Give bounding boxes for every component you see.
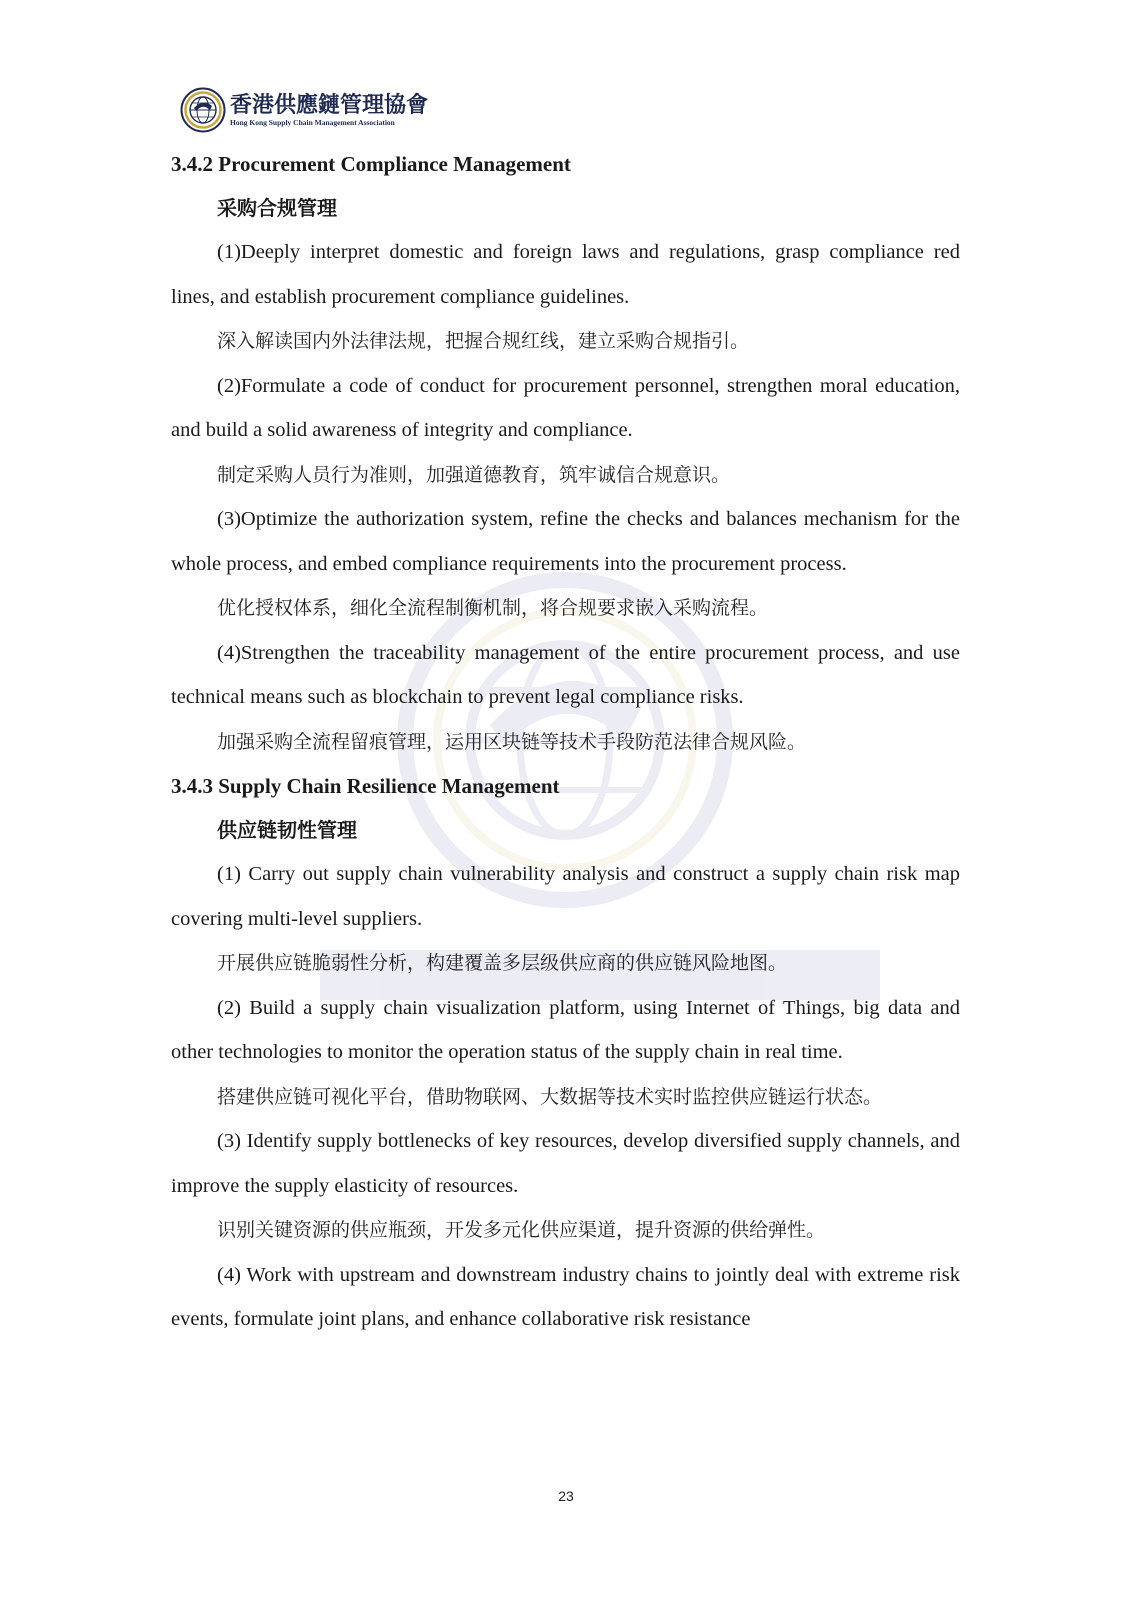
paragraph-en: (1)Deeply interpret domestic and foreign laws and regulations, grasp compliance red lines, and establish procurement compliance guidelines.: [171, 241, 960, 308]
paragraph-cn: 制定采购人员行为准则，加强道德教育，筑牢诚信合规意识。: [217, 463, 731, 486]
page-number: 23: [558, 1488, 574, 1504]
section-subheading-cn: 供应链韧性管理: [217, 818, 357, 842]
document-body: [171, 142, 960, 1342]
paragraph-cn: 加强采购全流程留痕管理，运用区块链等技术手段防范法律合规风险。: [217, 730, 807, 753]
paragraph-cn: 搭建供应链可视化平台，借助物联网、大数据等技术实时监控供应链运行状态。: [217, 1085, 883, 1108]
association-logo-icon: [180, 87, 226, 133]
paragraph-cn: 深入解读国内外法律法规，把握合规红线，建立采购合规指引。: [217, 330, 750, 352]
paragraph-cn: 开展供应链脆弱性分析，构建覆盖多层级供应商的供应链风险地图。: [217, 952, 788, 974]
logo-english-name: Hong Kong Supply Chain Management Association: [230, 117, 395, 127]
paragraph-en: (4)Strengthen the traceability management of the entire procurement process, and use technical means such as blockchain to prevent legal compliance risks.: [171, 641, 960, 708]
paragraph-en: (2)Formulate a code of conduct for procurement personnel, strengthen moral education, and build a solid awareness of integrity and compliance.: [171, 374, 960, 441]
section-heading: 3.4.2 Procurement Compliance Management: [171, 152, 571, 176]
logo-chinese-name: 香港供應鏈管理協會: [230, 92, 429, 118]
paragraph-en: (3)Optimize the authorization system, refine the checks and balances mechanism for the whole process, and embed compliance requirements into the procurement process.: [171, 508, 960, 575]
section-supply-chain-resilience: [171, 764, 960, 1342]
section-subheading-cn: 采购合规管理: [217, 196, 337, 220]
paragraph-en: (3) Identify supply bottlenecks of key resources, develop diversified supply channels, and improve the supply elasticity of resources.: [171, 1130, 960, 1197]
paragraph-cn: 识别关键资源的供应瓶颈，开发多元化供应渠道，提升资源的供给弹性。: [217, 1219, 826, 1241]
section-procurement-compliance: [171, 142, 960, 764]
paragraph-en: (1) Carry out supply chain vulnerability analysis and construct a supply chain risk map covering multi-level suppliers.: [171, 863, 960, 930]
section-heading: 3.4.3 Supply Chain Resilience Management: [171, 774, 560, 798]
page-header: [180, 86, 428, 134]
paragraph-en: (4) Work with upstream and downstream industry chains to jointly deal with extreme risk events, formulate joint plans, and enhance collaborative risk resistance: [171, 1263, 960, 1330]
paragraph-en: (2) Build a supply chain visualization platform, using Internet of Things, big data and other technologies to monitor the operation status of the supply chain in real time.: [171, 996, 960, 1063]
logo-text: [230, 94, 428, 127]
paragraph-cn: 优化授权体系，细化全流程制衡机制，将合规要求嵌入采购流程。: [217, 597, 769, 619]
